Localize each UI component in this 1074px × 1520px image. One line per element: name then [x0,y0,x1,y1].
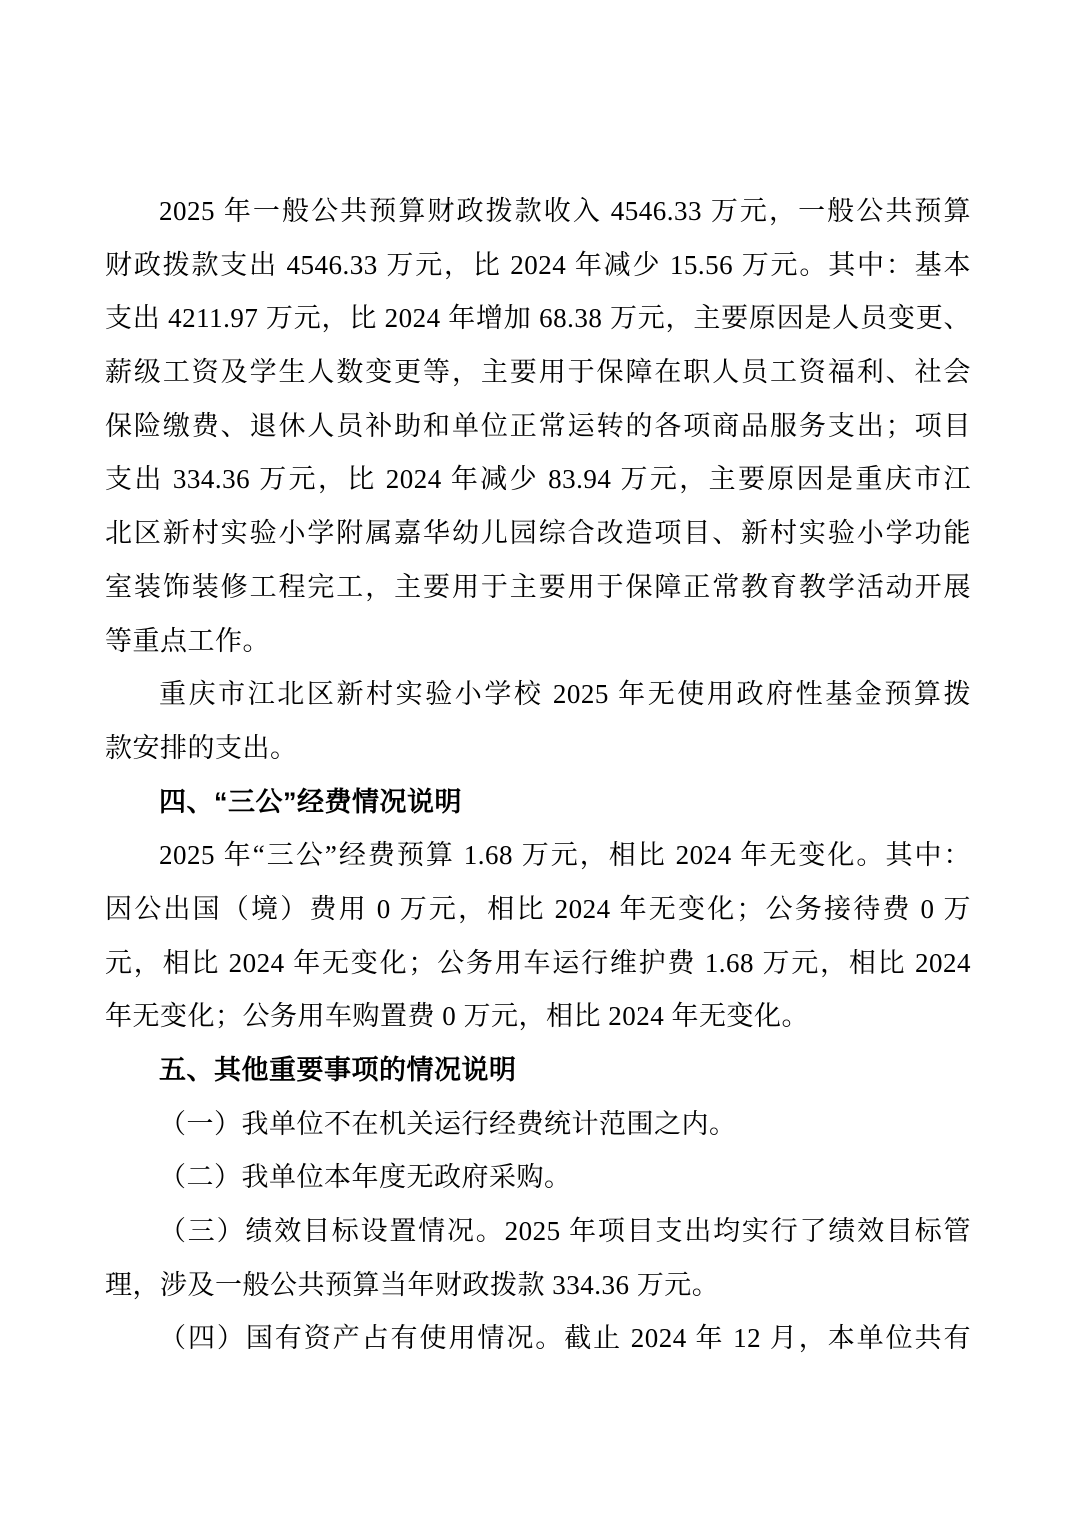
section-heading-four: 四、“三公”经费情况说明 [159,786,462,817]
paragraph-line: 保险缴费、退休人员补助和单位正常运转的各项商品服务支出；项目 [105,410,971,441]
paragraph-line: 2025 年“三公”经费预算 1.68 万元，相比 2024 年无变化。其中： [159,840,971,871]
paragraph-line: 理，涉及一般公共预算当年财政拨款 334.36 万元。 [105,1269,720,1300]
paragraph-line: （四）国有资产占有使用情况。截止 2024 年 12 月，本单位共有 [159,1323,971,1354]
paragraph-line: （一）我单位不在机关运行经费统计范围之内。 [159,1108,737,1139]
paragraph-line: （二）我单位本年度无政府采购。 [159,1162,572,1193]
paragraph-line: 支出 4211.97 万元，比 2024 年增加 68.38 万元，主要原因是人员变更、 [105,303,971,334]
document-body [105,185,971,1366]
paragraph-line: 重庆市江北区新村实验小学校 2025 年无使用政府性基金预算拨 [159,679,971,710]
paragraph-line: 支出 334.36 万元，比 2024 年减少 83.94 万元，主要原因是重庆市江 [105,464,971,495]
paragraph-line: 财政拨款支出 4546.33 万元，比 2024 年减少 15.56 万元。其中：基本 [105,249,971,280]
paragraph-line: 等重点工作。 [105,625,270,656]
paragraph-line: 2025 年一般公共预算财政拨款收入 4546.33 万元，一般公共预算 [159,196,971,226]
section-heading-five: 五、其他重要事项的情况说明 [159,1055,517,1085]
paragraph-line: 年无变化；公务用车购置费 0 万元，相比 2024 年无变化。 [105,1001,809,1032]
paragraph-line: 薪级工资及学生人数变更等，主要用于保障在职人员工资福利、社会 [105,357,971,388]
paragraph-line: 室装饰装修工程完工，主要用于主要用于保障正常教育教学活动开展 [105,571,971,602]
paragraph-line: 因公出国（境）费用 0 万元，相比 2024 年无变化；公务接待费 0 万 [105,893,971,924]
paragraph-line: 元，相比 2024 年无变化；公务用车运行维护费 1.68 万元，相比 2024 [105,947,971,978]
paragraph-line: 北区新村实验小学附属嘉华幼儿园综合改造项目、新村实验小学功能 [105,518,971,549]
paragraph-line: （三）绩效目标设置情况。2025 年项目支出均实行了绩效目标管 [159,1216,971,1247]
paragraph-line: 款安排的支出。 [105,732,298,763]
